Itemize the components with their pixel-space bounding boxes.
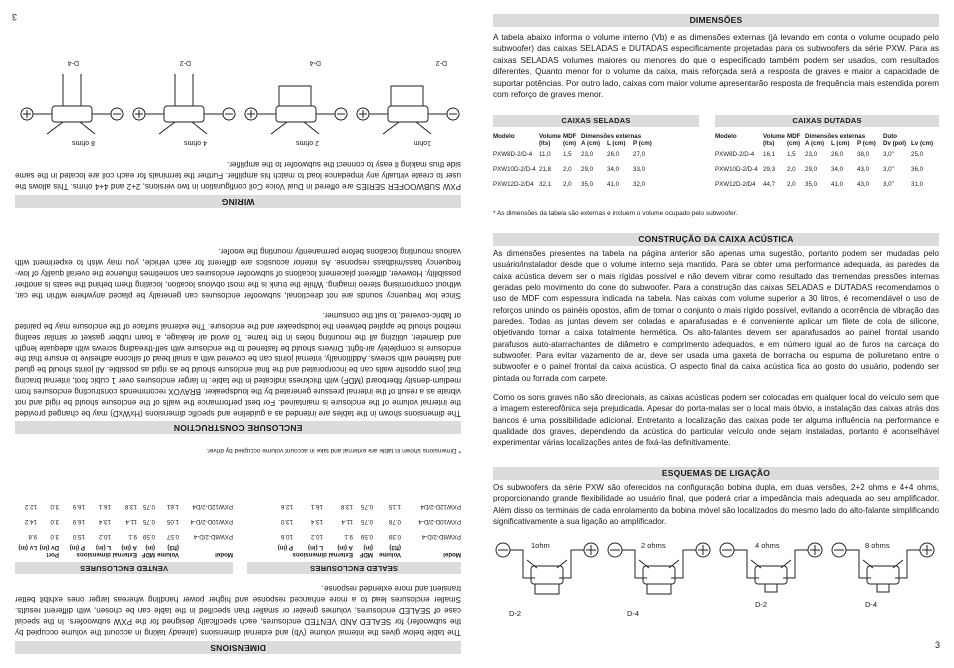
cell: 36,0 bbox=[911, 166, 924, 173]
wiring-diagram-1ohm bbox=[357, 86, 459, 134]
vented-rows-en bbox=[15, 499, 233, 544]
th-mdf: MDF bbox=[359, 551, 373, 558]
th-mdf: MDF bbox=[563, 133, 577, 140]
cell: 11.4 bbox=[341, 518, 353, 525]
table-row bbox=[493, 162, 699, 177]
dimensions-header-en bbox=[15, 641, 461, 654]
diagram-model-label: D-4 bbox=[627, 609, 640, 618]
cell: 15.0 bbox=[72, 533, 85, 540]
cell: 10.2 bbox=[98, 533, 111, 540]
wiring-header-en bbox=[15, 195, 461, 208]
th-sub: P (cm) bbox=[633, 140, 652, 147]
vented-table-header-en bbox=[15, 551, 233, 558]
cell: 26,0 bbox=[831, 151, 844, 158]
diagram-model-label: D-4 bbox=[309, 59, 321, 66]
construction-text1-en: The dimensions shown in the tables are intended as a guideline and specific dimensions (HxWxD) may be changed provided the internal volume of the enclosure is maintained. For best performance the walls of the enclosure should be rigid and not vibrate as a result of the internal pressure generated by the loudspeaker. BRAVOX recommends constructing enclosures from medium-density fiberboard (MDF) with thickness indicated in the table. In larger enclosures over 1 cubic foot, internal bracing that joins opposite walls can be incorporated and the final enclosure should be as rigid as possible. All joints should be glued and fastened with screws. Additionally, internal joints can be covered with a small bead of silicone adhesive to ensure that the enclosure is completely air-tight. Drivers should be fastened to the enclosure with self-threading screws with adequate length and diameter, utilizing all the mounting holes in the frame. To avoid air leakage, a foam rubber gasket or similar sealing method should be applied between the loudspeaker and the enclosure. The external surface of the enclosure may be painted or fabric-covered, to suit the consumer. bbox=[15, 310, 461, 418]
diagram-model-label: D-4 bbox=[67, 59, 79, 66]
sealed-rows bbox=[493, 147, 699, 192]
cell: 3,0" bbox=[883, 166, 894, 173]
cell: PXW10D-2/D-4 bbox=[418, 518, 461, 525]
th-volume: Volume bbox=[157, 551, 179, 558]
cell: 3,0" bbox=[883, 181, 894, 188]
th-sub: (ft3) bbox=[389, 544, 401, 551]
cell: 0.75 bbox=[360, 518, 373, 525]
cell: 3.0 bbox=[50, 533, 59, 540]
th-mdf: MDF bbox=[141, 551, 155, 558]
cell: 1,5 bbox=[787, 151, 796, 158]
th-model: Model bbox=[215, 551, 233, 558]
wiring-diagram-1ohm bbox=[496, 543, 598, 594]
cell: 12.2 bbox=[24, 503, 37, 510]
sealed-table-title-en: SEALED ENCLOSURES bbox=[247, 562, 461, 574]
sealed-table bbox=[493, 115, 699, 192]
cell: 16.9 bbox=[72, 503, 85, 510]
cell: 43,0 bbox=[857, 166, 870, 173]
cell: 2,0 bbox=[787, 166, 796, 173]
cell: 3.0 bbox=[50, 518, 59, 525]
th-sub: L (in) bbox=[95, 544, 111, 551]
construction-header-en bbox=[15, 421, 461, 434]
cell: 41,0 bbox=[607, 181, 620, 188]
cell: 16.9 bbox=[72, 518, 85, 525]
sealed-rows-en bbox=[247, 499, 461, 544]
table-row bbox=[247, 529, 461, 544]
table-row bbox=[15, 499, 233, 514]
cell: PXW12D-2/D4 bbox=[420, 503, 461, 510]
diagram-impedance-label: 8 ohms bbox=[865, 541, 890, 550]
dimensions-header bbox=[493, 14, 939, 27]
cell: 32,1 bbox=[539, 181, 552, 188]
th-sub: A (cm) bbox=[805, 140, 825, 147]
construction-title-en: ENCLOSURE CONSTRUCTION bbox=[173, 423, 303, 433]
cell: 12.6 bbox=[280, 503, 293, 510]
wiring-title: ESQUEMAS DE LIGAÇÃO bbox=[661, 468, 771, 478]
cell: PXW12D-2/D4 bbox=[715, 181, 756, 188]
wiring-text: Os subwoofers da série PXW são oferecidos na configuração bobina dupla, em duas versões, 2+2 ohms e 4+4 ohms, proporcionando grande flexibilidade ao usuário final, que poderá criar a impedância mais adequada ao seu amplificador. Além disso os terminais de cada enrolamento da bobina móvel são localizados do mesmo lado do alto-falante simplificando significativamente a sua ligação ao amplificador. bbox=[493, 483, 939, 527]
table-row bbox=[715, 147, 939, 162]
th-ext: External dimensions bbox=[292, 551, 353, 558]
th-mdf: MDF bbox=[787, 133, 801, 140]
th-sub: Lv (in) bbox=[18, 544, 37, 551]
cell: 1.05 bbox=[166, 518, 179, 525]
right-page bbox=[477, 0, 954, 668]
cell: 27,0 bbox=[633, 151, 646, 158]
cell: 31,0 bbox=[911, 181, 924, 188]
construction-text2: Como os sons graves não são direcionais, as caixas acústicas podem ser colocadas em qualquer local do veículo sem que a imagem estereofônica seja prejudicada. Apesar do porta-malas ser o local mais óbvio, a instalação das caixas atrás dos bancos é uma possibilidade adicional. Entretanto a localização das caixas pode ter alguma influência na performance e qualidade dos graves, dependendo da acústica do particular veículo onde sejam instaladas, portanto é aconselhável experimentar várias localizações antes de fixá-las definitivamente. bbox=[493, 393, 939, 448]
cell: 13.8 bbox=[340, 503, 353, 510]
th-sub: (ft3) bbox=[167, 544, 179, 551]
sealed-table-header bbox=[493, 133, 699, 140]
th-model: Modelo bbox=[715, 133, 737, 140]
th-volume: Volume bbox=[763, 133, 785, 140]
cell: 0.75 bbox=[142, 503, 155, 510]
cell: 2,0 bbox=[563, 181, 572, 188]
th-sub: (in) bbox=[363, 544, 373, 551]
cell: 32,0 bbox=[633, 181, 646, 188]
diagram-impedance-label: 2 ohms bbox=[641, 541, 666, 550]
cell: 0.78 bbox=[388, 518, 401, 525]
table-row bbox=[493, 147, 699, 162]
th-sub: (in) bbox=[145, 544, 155, 551]
construction-text2-en: Since low frequency sounds are not directional, subwoofer enclosures can generally be placed anywhere within the car, without compromising stereo imaging. While the trunk is the most obvious location, locating them behind the seats is another possibility. However, different placement locations of subwoofer enclosures can sometimes influence the overall quality of low-frequency bass/midbass response. As interior acoustics are different for each vehicle, you may wish to experiment with various mounting locations before permanently mounting the woofer. bbox=[15, 247, 461, 300]
diagram-impedance-label: 4 ohms bbox=[184, 139, 207, 146]
wiring-diagrams-svg-en bbox=[15, 54, 461, 146]
th-sub: (lts) bbox=[763, 140, 775, 147]
cell: 16,1 bbox=[763, 151, 776, 158]
diagram-model-label: D-4 bbox=[865, 600, 878, 609]
cell: 16.1 bbox=[310, 503, 323, 510]
dimensions-title: DIMENSÕES bbox=[689, 15, 743, 25]
cell: 13.4 bbox=[98, 518, 111, 525]
cell: 1.15 bbox=[388, 503, 401, 510]
cell: 1.61 bbox=[166, 503, 179, 510]
dimensions-text-en: The table below gives the internal volume (Vb) and external dimensions (already taking in account the volume occupied by the subwoofer) for SEALED AND VENTED enclosures, each specifically designed for the PXW subwoofers. In the special case of SEALED enclosures, volumes greater or smaller than specified in the table can be chosen, with different results. Smaller enclosures lead to a more enhanced response and higher power handling whereas larger ones exhibit better transient and more extended response. bbox=[15, 584, 461, 637]
table-row bbox=[715, 162, 939, 177]
cell: 1,5 bbox=[563, 151, 572, 158]
cell: PXW8D-2/D-4 bbox=[715, 151, 755, 158]
diagram-impedance-label: 8 ohms bbox=[72, 139, 95, 146]
wiring-diagram-2ohm bbox=[608, 543, 710, 594]
cell: 10.2 bbox=[310, 533, 323, 540]
th-sub: P (cm) bbox=[857, 140, 876, 147]
diagram-impedance-label: 4 ohms bbox=[755, 541, 780, 550]
th-sub: L (in) bbox=[307, 544, 323, 551]
wiring-diagram-8ohm bbox=[832, 543, 934, 592]
cell: 26,0 bbox=[607, 151, 620, 158]
th-sub bbox=[401, 544, 461, 551]
th-volume: Volume bbox=[379, 551, 401, 558]
diagram-model-label: D-2 bbox=[179, 59, 191, 66]
th-sub bbox=[715, 140, 763, 147]
dimensions-title-en: DIMENSIONS bbox=[210, 643, 266, 653]
th-model: Model bbox=[443, 551, 461, 558]
cell: PXW8D-2/D-4 bbox=[493, 151, 533, 158]
cell: 0.75 bbox=[360, 503, 373, 510]
cell: 13.0 bbox=[280, 518, 293, 525]
th-sub: Lv (cm) bbox=[911, 140, 934, 147]
th-sub: (cm) bbox=[787, 140, 801, 147]
wiring-diagrams-en bbox=[15, 54, 461, 146]
table-row bbox=[247, 514, 461, 529]
th-duct: Duto bbox=[883, 133, 898, 140]
wiring-header bbox=[493, 467, 939, 480]
wiring-diagram-8ohm bbox=[21, 74, 123, 134]
cell: 16.1 bbox=[98, 503, 111, 510]
th-sub bbox=[179, 544, 233, 551]
th-port: Port bbox=[46, 551, 59, 558]
cell: 29,0 bbox=[581, 166, 594, 173]
cell: 0.59 bbox=[142, 533, 155, 540]
vented-table bbox=[715, 115, 939, 192]
cell: 13.8 bbox=[124, 503, 137, 510]
cell: 38,0 bbox=[857, 151, 870, 158]
diagram-model-label: D-2 bbox=[755, 600, 768, 609]
sealed-table-en bbox=[247, 499, 461, 574]
diagram-model-label: D-2 bbox=[435, 59, 447, 66]
wiring-diagram-2ohm bbox=[245, 86, 347, 134]
th-sub: P (in) bbox=[69, 544, 85, 551]
diagram-impedance-label: 1ohm bbox=[413, 139, 431, 146]
construction-title: CONSTRUÇÃO DA CAIXA ACÚSTICA bbox=[638, 234, 794, 244]
cell: 0.75 bbox=[142, 518, 155, 525]
cell: PXW12D-2/D4 bbox=[192, 503, 233, 510]
sealed-table-header-en bbox=[247, 551, 461, 558]
th-sub bbox=[493, 140, 539, 147]
cell: 10.6 bbox=[280, 533, 293, 540]
cell: 34,0 bbox=[607, 166, 620, 173]
cell: 9.1 bbox=[128, 533, 137, 540]
cell: 29,3 bbox=[763, 166, 776, 173]
cell: 2,0 bbox=[563, 166, 572, 173]
cell: 3,0" bbox=[883, 151, 894, 158]
vented-table-subheader-en bbox=[15, 544, 233, 551]
vented-table-header bbox=[715, 133, 939, 140]
cell: 41,0 bbox=[831, 181, 844, 188]
th-sub: Dv (in) bbox=[39, 544, 59, 551]
diagram-impedance-label: 1ohm bbox=[531, 541, 550, 550]
table-note: * As dimensões da tabela são externas e incluem o volume ocupado pelo subwoofer. bbox=[493, 210, 738, 217]
table-row bbox=[247, 499, 461, 514]
cell: PXW10D-2/D-4 bbox=[190, 518, 233, 525]
th-ext: External dimensions bbox=[76, 551, 137, 558]
cell: 25,0 bbox=[911, 151, 924, 158]
th-sub: A (in) bbox=[121, 544, 137, 551]
table-row bbox=[15, 514, 233, 529]
cell: 43,0 bbox=[857, 181, 870, 188]
cell: PXW10D-2/D-4 bbox=[493, 166, 536, 173]
sealed-table-subheader bbox=[493, 140, 699, 147]
th-ext: Dimensões externas bbox=[805, 133, 866, 140]
cell: 11.4 bbox=[125, 518, 137, 525]
cell: PXW8D-2/D-4 bbox=[421, 533, 461, 540]
th-sub: (cm) bbox=[563, 140, 577, 147]
cell: 35,0 bbox=[581, 181, 594, 188]
page-number-left: 3 bbox=[12, 12, 18, 22]
th-sub: Dv (pol) bbox=[883, 140, 907, 147]
cell: 23,0 bbox=[581, 151, 594, 158]
cell: 2,0 bbox=[787, 181, 796, 188]
cell: 34,0 bbox=[831, 166, 844, 173]
cell: 0.57 bbox=[166, 533, 179, 540]
cell: 29,0 bbox=[805, 166, 818, 173]
cell: 23,0 bbox=[805, 151, 818, 158]
th-model: Modelo bbox=[493, 133, 515, 140]
th-sub: L (cm) bbox=[607, 140, 626, 147]
th-volume: Volume bbox=[539, 133, 561, 140]
cell: PXW10D-2/D-4 bbox=[715, 166, 758, 173]
cell: 33,0 bbox=[633, 166, 646, 173]
cell: 0.59 bbox=[360, 533, 373, 540]
cell: 44,7 bbox=[763, 181, 776, 188]
cell: PXW12D-2/D4 bbox=[493, 181, 534, 188]
th-sub: (lts) bbox=[539, 140, 551, 147]
cell: 14.2 bbox=[24, 518, 37, 525]
sealed-table-subheader-en bbox=[247, 544, 461, 551]
table-row bbox=[493, 177, 699, 192]
th-sub: P (in) bbox=[277, 544, 293, 551]
cell: 13.4 bbox=[310, 518, 323, 525]
wiring-text-en: PXW SUBWOOFER SERIES are offered in Dual Voice Coil configuration in two versions, 2+2 and 4+4 ohms. This allows the user to create virtually any impedance load to match his amplifier. Further the terminals for each coil are located in the same side thus making it easy to connect the subwoofer to the amplifier. bbox=[15, 160, 461, 191]
table-row bbox=[715, 177, 939, 192]
th-sub: A (cm) bbox=[581, 140, 601, 147]
cell: PXW8D-2/D-4 bbox=[193, 533, 233, 540]
th-sub: L (cm) bbox=[831, 140, 850, 147]
wiring-diagram-4ohm bbox=[720, 543, 822, 592]
sealed-table-title: CAIXAS SELADAS bbox=[493, 115, 699, 127]
wiring-diagram-4ohm bbox=[133, 74, 235, 134]
wiring-diagrams bbox=[493, 532, 939, 622]
page-number-right: 3 bbox=[934, 640, 940, 650]
vented-table-title-en: VENTED ENCLOSURES bbox=[15, 562, 233, 574]
table-note-en: * Dimensions shown in table are external and take in account volume occupied by driver. bbox=[206, 447, 461, 454]
dimensions-text: A tabela abaixo informa o volume interno (Vb) e as dimensões externas (já levando em conta o volume ocupado pelo subwoofer) das caixas SELADAS e DUTADAS especificamente projetadas para os subwoofers da série PXW. Para as caixas SELADAS volumes maiores ou menores do que o especificado também podem ser usados, com resultados diferentes. Quanto menor for o volume da caixa, mais reforçada será a resposta de graves e maior a capacidade de suportar potências. Por outro lado, caixas com maior volume apresentarão resposta de frequência mais estendida porem com reforço de graves menor. bbox=[493, 32, 939, 100]
cell: 35,0 bbox=[805, 181, 818, 188]
vented-rows bbox=[715, 147, 939, 192]
wiring-title-en: WIRING bbox=[221, 197, 255, 207]
construction-text1: As dimensões presentes na tabela na página anterior são apenas uma sugestão, portanto podem ser mudadas pelo usuário/instalador desde que o volume interno seja mantido. Para se obter uma performance adequada, as paredes da caixa acústica devem ser o mais rígidas possível e não devem vibrar como resultado das tremendas pressões internas geradas pelo movimento do cone do subwoofer. Para a construção das caixas SELADAS e DUTADAS recomendamos o uso de MDF com espessura indicada na tabela. Nas caixas com volume superior a 30 litros, é recomendável o uso de reforços unindo os painéis opostos, afim de tornar o conjunto o mais rígido possível, evitando a ocorrência de vibração das paredes. Todas as juntas devem ser coladas e aparafusadas e é conveniente aplicar um filete de cola de silicone, objetivando tornar a caixa totalmente hermética. Os alto-falantes devem ser aparafusados ao painel frontal usando parafusos auto-atarrachantes de diâmetro e comprimento adequados, e em número igual ao de furos na carcaça do subwoofer. Para evitar vazamento de ar, deve ser usada uma gaxeta de borracha ou espuma de poliuretano entre o subwoofer e o painel frontal da caixa acústica. O aspecto final da caixa acústica fica ao gosto do usuário, podendo ser pintada ou forrada com carpete. bbox=[493, 249, 939, 383]
th-ext: Dimensões externas bbox=[581, 133, 642, 140]
cell: 9.1 bbox=[344, 533, 353, 540]
vented-table-en bbox=[15, 499, 233, 574]
vented-table-title: CAIXAS DUTADAS bbox=[715, 115, 939, 127]
vented-table-subheader bbox=[715, 140, 939, 147]
construction-header bbox=[493, 233, 939, 246]
th-sub: A (in) bbox=[337, 544, 353, 551]
cell: 9.8 bbox=[28, 533, 37, 540]
cell: 11,0 bbox=[539, 151, 551, 158]
diagram-model-label: D-2 bbox=[509, 609, 522, 618]
cell: 3.0 bbox=[50, 503, 59, 510]
cell: 21,8 bbox=[539, 166, 552, 173]
cell: 0.39 bbox=[388, 533, 401, 540]
table-row bbox=[15, 529, 233, 544]
diagram-impedance-label: 2 ohms bbox=[296, 139, 319, 146]
